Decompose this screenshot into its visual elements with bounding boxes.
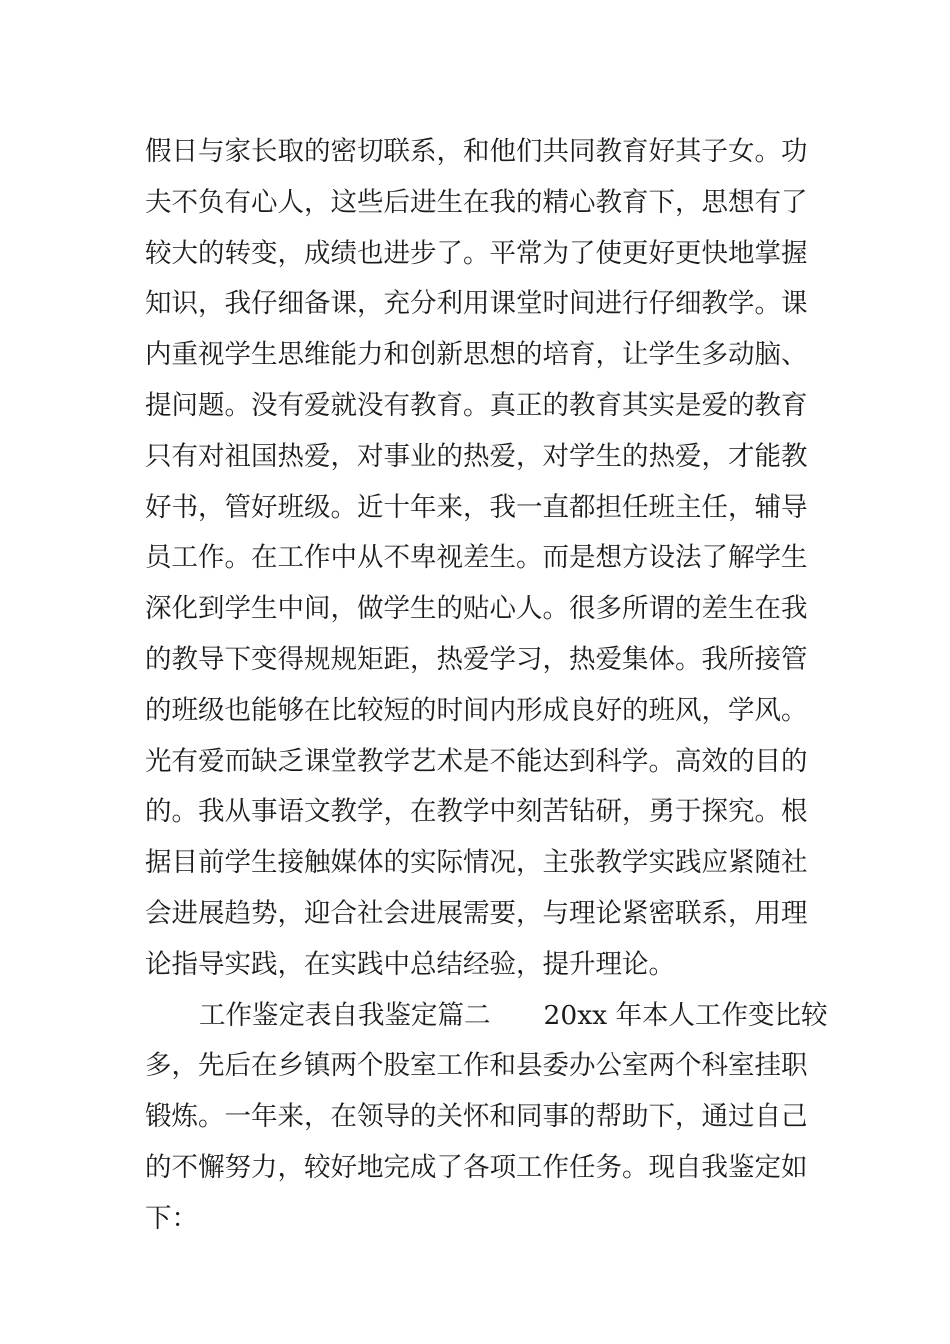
text-line: 只有对祖国热爱，对事业的热爱，对学生的热爱，才能教	[145, 440, 808, 472]
text-line: 较大的转变，成绩也进步了。平常为了使更好更快地掌握	[145, 237, 808, 269]
body-text	[145, 127, 828, 1245]
text-line: 光有爱而缺乏课堂教学艺术是不能达到科学。高效的目的	[145, 745, 808, 777]
text-line: 内重视学生思维能力和创新思想的培育，让学生多动脑、	[145, 339, 808, 371]
text-line: 的班级也能够在比较短的时间内形成良好的班风，学风。	[145, 694, 808, 726]
text-line: 假日与家长取的密切联系，和他们共同教育好其子女。功	[145, 136, 808, 167]
text-line: 据目前学生接触媒体的实际情况，主张教学实践应紧随社	[145, 847, 808, 879]
text-line: 下：	[145, 1202, 198, 1234]
text-line: 的不懈努力，较好地完成了各项工作任务。现自我鉴定如	[145, 1151, 808, 1183]
text-line: 夫不负有心人，这些后进生在我的精心教育下，思想有了	[145, 186, 808, 218]
text-line: 员工作。在工作中从不卑视差生。而是想方设法了解学生	[145, 542, 808, 574]
text-line: 锻炼。一年来，在领导的关怀和同事的帮助下，通过自己	[145, 1101, 808, 1133]
text-line: 论指导实践，在实践中总结经验，提升理论。	[145, 948, 675, 980]
text-line: 会进展趋势，迎合社会进展需要，与理论紧密联系，用理	[145, 897, 808, 929]
text-line: 的。我从事语文教学，在教学中刻苦钻研，勇于探究。根	[145, 796, 808, 828]
text-line: 好书，管好班级。近十年来，我一直都担任班主任，辅导	[145, 491, 808, 523]
text-line: 多，先后在乡镇两个股室工作和县委办公室两个科室挂职	[145, 1050, 808, 1082]
section-heading-line: 工作鉴定表自我鉴定篇二 20xx 年本人工作变比较	[199, 999, 828, 1031]
text-line: 的教导下变得规规矩距，热爱学习，热爱集体。我所接管	[145, 643, 808, 675]
text-line: 深化到学生中间，做学生的贴心人。很多所谓的差生在我	[145, 593, 808, 625]
text-line: 提问题。没有爱就没有教育。真正的教育其实是爱的教育	[145, 389, 808, 421]
text-line: 知识，我仔细备课，充分利用课堂时间进行仔细教学。课	[145, 288, 808, 320]
